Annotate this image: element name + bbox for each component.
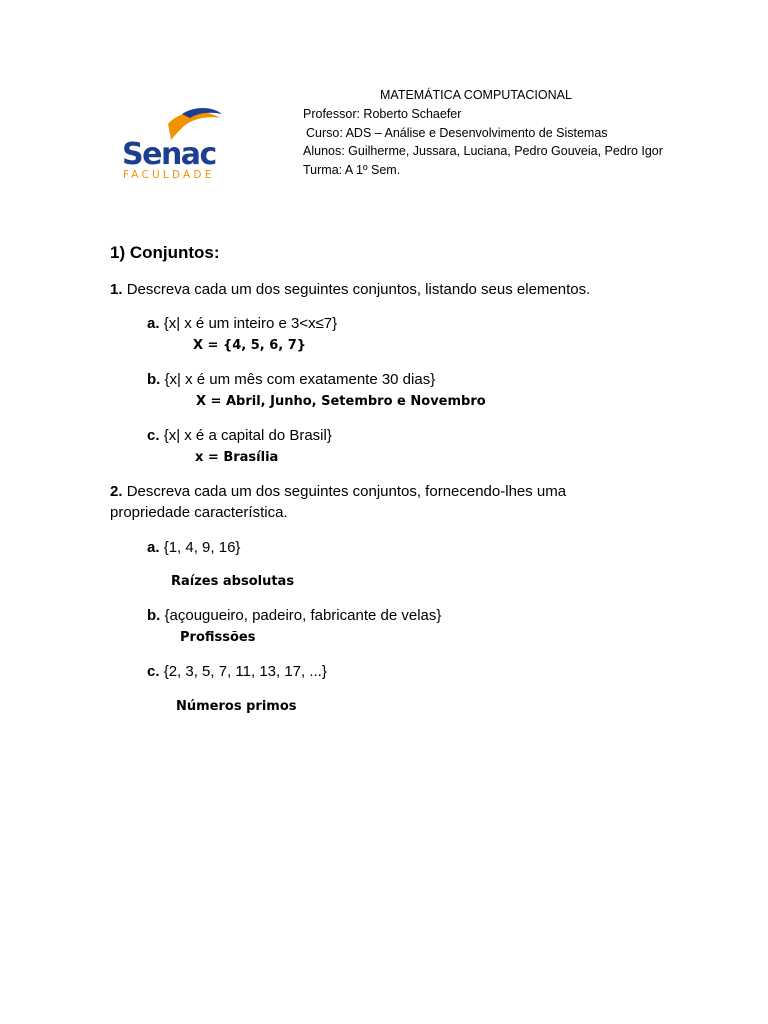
senac-logo-graphic <box>122 106 232 184</box>
course-title: MATEMÁTICA COMPUTACIONAL <box>380 88 572 102</box>
q1-item-b <box>147 371 435 388</box>
q1-item-c-text: {x| x é a capital do Brasil} <box>163 427 332 444</box>
q1-item-c <box>147 427 332 444</box>
question-1-prompt: Descreva cada um dos seguintes conjuntos, listando seus elementos. <box>126 281 591 298</box>
alunos-line: Alunos: Guilherme, Jussara, Luciana, Pedro Gouveia, Pedro Igor <box>303 144 663 158</box>
question-2 <box>110 483 566 500</box>
q2-item-a <box>147 539 240 556</box>
q2-item-b-text: {açougueiro, padeiro, fabricante de velas} <box>164 607 442 624</box>
question-2-number: 2. <box>110 483 123 500</box>
q1-item-a-letter: a. <box>147 315 160 332</box>
q1-item-b-letter: b. <box>147 371 161 388</box>
q1-item-a <box>147 315 337 332</box>
q2-item-b-answer: Profissões <box>180 630 256 645</box>
q1-item-c-letter: c. <box>147 427 160 444</box>
q1-item-b-text: {x| x é um mês com exatamente 30 dias} <box>164 371 436 388</box>
q1-item-b-answer: X = Abril, Junho, Setembro e Novembro <box>196 394 486 409</box>
q2-item-c-letter: c. <box>147 663 160 680</box>
senac-logo <box>122 106 232 184</box>
q2-item-c-text: {2, 3, 5, 7, 11, 13, 17, ...} <box>163 663 327 680</box>
q1-item-a-answer: X = {4, 5, 6, 7} <box>193 338 307 353</box>
q2-item-a-text: {1, 4, 9, 16} <box>163 539 241 556</box>
question-1 <box>110 281 590 298</box>
svg-text:FACULDADE: FACULDADE <box>123 169 215 181</box>
q2-item-a-letter: a. <box>147 539 160 556</box>
question-2-prompt-line1: Descreva cada um dos seguintes conjuntos, fornecendo-lhes uma <box>126 483 567 500</box>
question-1-number: 1. <box>110 281 123 298</box>
question-2-prompt-line2: propriedade característica. <box>110 504 288 521</box>
svg-text:Senac: Senac <box>122 137 216 172</box>
professor-line: Professor: Roberto Schaefer <box>303 107 462 121</box>
q2-item-a-answer: Raízes absolutas <box>171 574 295 589</box>
section-title: 1) Conjuntos: <box>110 243 220 262</box>
curso-line: Curso: ADS – Análise e Desenvolvimento de Sistemas <box>306 126 608 140</box>
q1-item-c-answer: x = Brasília <box>195 450 279 465</box>
q1-item-a-text: {x| x é um inteiro e 3<x≤7} <box>163 315 338 332</box>
q2-item-b <box>147 607 441 624</box>
q2-item-c <box>147 663 327 680</box>
q2-item-b-letter: b. <box>147 607 161 624</box>
turma-line: Turma: A 1º Sem. <box>303 163 401 177</box>
q2-item-c-answer: Números primos <box>176 699 297 714</box>
